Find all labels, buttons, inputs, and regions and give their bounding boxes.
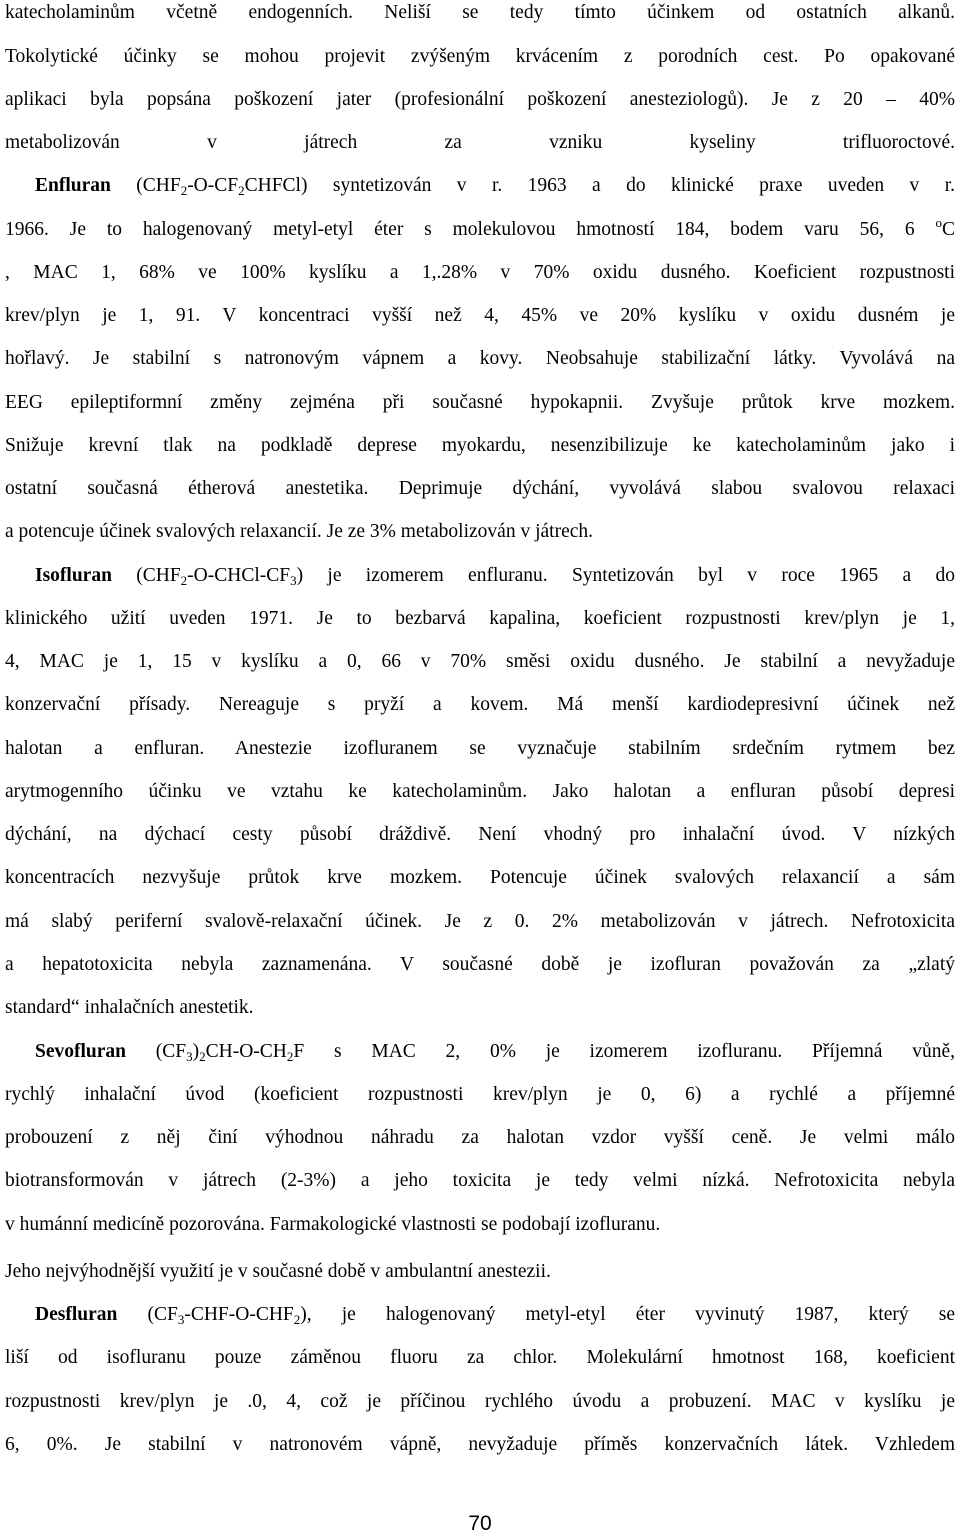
text-segment: ) je izomerem enfluranu. Syntetizován byl v roce 1965 a do: [296, 565, 955, 586]
anesthetic-name: Sevofluran: [35, 1041, 127, 1062]
text-segment: EEG epileptiformní změny zejména při současné hypokapnii. Zvyšuje průtok krve mozkem.: [5, 392, 955, 413]
text-line: [5, 694, 955, 718]
text-line: [35, 175, 955, 199]
subscript: 3: [186, 1049, 193, 1064]
text-segment: -O-CF: [187, 175, 239, 196]
text-line: [5, 1127, 955, 1151]
text-segment: dýchání, na dýchací cesty působí dráždivě. Není vhodný pro inhalační úvod. V nízkých: [5, 824, 955, 845]
anesthetic-name: Desfluran: [35, 1304, 118, 1325]
text-line: [5, 305, 955, 329]
text-segment: -O-CHCl-CF: [187, 565, 291, 586]
anesthetic-name: Isofluran: [35, 565, 112, 586]
text-line: [5, 651, 955, 675]
text-segment: aplikaci byla popsána poškození jater (profesionální poškození anesteziologů). Je z 20 – 40%: [5, 89, 955, 110]
text-segment: (CF: [126, 1041, 187, 1062]
text-line: [5, 608, 955, 632]
text-segment: rychlý inhalační úvod (koeficient rozpustnosti krev/plyn je 0, 6) a rychlé a příjemné: [5, 1084, 955, 1105]
text-segment: Jeho nejvýhodnější využití je v současné době v ambulantní anestezii.: [5, 1261, 551, 1282]
text-segment: má slabý periferní svalově-relaxační účinek. Je z 0. 2% metabolizován v játrech. Nefrotoxicita: [5, 911, 955, 932]
text-line: [5, 46, 955, 70]
text-segment: hořlavý. Je stabilní s natronovým vápnem a kovy. Neobsahuje stabilizační látky. Vyvolává na: [5, 348, 955, 369]
text-segment: Snižuje krevní tlak na podkladě deprese myokardu, nesenzibilizuje ke katecholaminům jako i: [5, 435, 955, 456]
text-segment: CHFCl) syntetizován v r. 1963 a do klinické praxe uveden v r.: [244, 175, 955, 196]
text-segment: 4, MAC je 1, 15 v kyslíku a 0, 66 v 70% směsi oxidu dusného. Je stabilní a nevyžaduje: [5, 651, 955, 672]
anesthetic-name: Enfluran: [35, 175, 111, 196]
text-line: [5, 1391, 955, 1415]
text-line: [5, 867, 955, 891]
text-line: [5, 1084, 955, 1108]
subscript: 2: [238, 183, 245, 198]
text-segment: metabolizován v játrech za vzniku kyseliny trifluoroctové.: [5, 132, 955, 153]
text-segment: Tokolytické účinky se mohou projevit zvýšeným krvácením z porodních cest. Po opakované: [5, 46, 955, 67]
text-line: [35, 565, 955, 589]
text-line: [5, 435, 955, 459]
text-segment: biotransformován v játrech (2-3%) a jeho toxicita je tedy velmi nízká. Nefrotoxicita nebyla: [5, 1170, 955, 1191]
superscript: o: [935, 215, 942, 230]
subscript: 3: [177, 1312, 185, 1327]
text-line: [5, 1347, 955, 1371]
text-segment: (CHF: [110, 175, 181, 196]
text-line: [5, 1261, 955, 1285]
text-segment: a potencuje účinek svalových relaxancií. Je ze 3% metabolizován v játrech.: [5, 521, 593, 542]
text-line: [35, 1041, 955, 1065]
text-segment: rozpustnosti krev/plyn je .0, 4, což je příčinou rychlého úvodu a probuzení. MAC v kyslíku je: [5, 1391, 955, 1412]
text-line: [5, 132, 955, 156]
text-line: [5, 1434, 955, 1458]
text-segment: F s MAC 2, 0% je izomerem izofluranu. Příjemná vůně,: [293, 1041, 955, 1062]
text-segment: 6, 0%. Je stabilní v natronovém vápně, nevyžaduje příměs konzervačních látek. Vzhledem: [5, 1434, 955, 1455]
subscript: 2: [199, 1049, 206, 1064]
text-line: [5, 348, 955, 372]
text-segment: katecholaminům včetně endogenních. Neliší se tedy tímto účinkem od ostatních alkanů.: [5, 2, 955, 23]
text-line: [5, 262, 955, 286]
text-segment: , MAC 1, 68% ve 100% kyslíku a 1,.28% v 70% oxidu dusného. Koeficient rozpustnosti: [5, 262, 955, 283]
text-segment: a hepatotoxicita nebyla zaznamenána. V současné době je izofluran považován za „zlatý: [5, 954, 955, 975]
text-segment: halotan a enfluran. Anestezie izofluranem se vyznačuje stabilním srdečním rytmem bez: [5, 738, 955, 759]
text-line: [5, 2, 955, 26]
text-segment: arytmogenního účinku ve vztahu ke katecholaminům. Jako halotan a enfluran působí depresi: [5, 781, 955, 802]
subscript: 2: [286, 1049, 294, 1064]
text-segment: 1966. Je to halogenovaný metyl-etyl éter s molekulovou hmotností 184, bodem varu 56, 6: [5, 219, 936, 240]
subscript: 2: [293, 1312, 301, 1327]
text-segment: CH-O-CH: [205, 1041, 287, 1062]
text-segment: C: [941, 219, 955, 240]
text-line: [5, 215, 955, 243]
text-segment: konzervační přísady. Nereaguje s pryží a kovem. Má menší kardiodepresivní účinek než: [5, 694, 955, 715]
text-segment: -CHF-O-CHF: [184, 1304, 294, 1325]
text-line: [5, 392, 955, 416]
text-segment: krev/plyn je 1, 91. V koncentraci vyšší než 4, 45% ve 20% kyslíku v oxidu dusném je: [5, 305, 955, 326]
text-segment: klinického užití uveden 1971. Je to bezbarvá kapalina, koeficient rozpustnosti krev/plyn je 1,: [5, 608, 955, 629]
text-segment: (CHF: [111, 565, 181, 586]
text-segment: probouzení z něj činí výhodnou náhradu za halotan vzdor vyšší ceně. Je velmi málo: [5, 1127, 955, 1148]
text-segment: ostatní současná étherová anestetika. Deprimuje dýchání, vyvolává slabou svalovou relaxaci: [5, 478, 955, 499]
subscript: 2: [180, 573, 188, 588]
text-line: [5, 478, 955, 502]
text-line: [5, 1170, 955, 1194]
subscript: 3: [290, 573, 297, 588]
text-line: [5, 738, 955, 762]
text-segment: (CF: [117, 1304, 178, 1325]
text-line: [35, 1304, 955, 1328]
text-segment: koncentracích nezvyšuje průtok krve mozkem. Potencuje účinek svalových relaxancií a sám: [5, 867, 955, 888]
text-segment: ), je halogenovaný metyl-etyl éter vyvinutý 1987, který se: [300, 1304, 955, 1325]
text-line: [5, 521, 955, 545]
text-segment: v humánní medicíně pozorována. Farmakologické vlastnosti se podobají izofluranu.: [5, 1214, 661, 1235]
text-segment: liší od isofluranu pouze záměnou fluoru za chlor. Molekulární hmotnost 168, koeficient: [5, 1347, 955, 1368]
text-line: [5, 824, 955, 848]
text-line: [5, 997, 955, 1021]
text-segment: standard“ inhalačních anestetik.: [5, 997, 254, 1018]
text-line: [5, 954, 955, 978]
page-number: 70: [468, 1512, 492, 1535]
text-line: [5, 1214, 955, 1238]
text-segment: ): [192, 1041, 200, 1062]
text-line: [5, 781, 955, 805]
text-line: [5, 911, 955, 935]
subscript: 2: [180, 183, 188, 198]
text-line: [5, 89, 955, 113]
